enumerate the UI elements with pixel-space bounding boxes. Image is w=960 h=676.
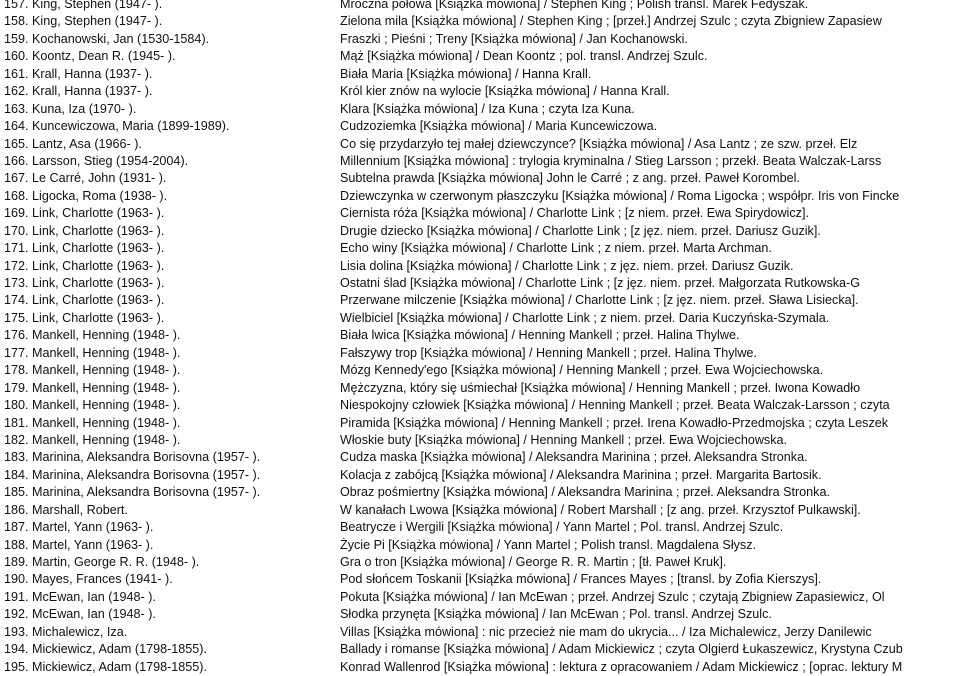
author-name: Mankell, Henning (1948- ). xyxy=(32,363,181,378)
title-cell: Villas [Książka mówiona] : nic przecież nie mam do ukrycia... / Iza Michalewicz, Jerzy Danilewic xyxy=(340,624,872,639)
author-cell xyxy=(0,170,340,187)
entry-number: 158. xyxy=(4,14,29,29)
author-cell xyxy=(0,240,340,257)
author-name: Mickiewicz, Adam (1798-1855). xyxy=(32,642,207,657)
author-name: Koontz, Dean R. (1945- ). xyxy=(32,49,176,64)
title-cell: Subtelna prawda [Książka mówiona] John le Carré ; z ang. przeł. Paweł Korombel. xyxy=(340,171,800,186)
list-item xyxy=(0,310,960,327)
author-cell xyxy=(0,519,340,536)
author-cell xyxy=(0,13,340,30)
author-name: Link, Charlotte (1963- ). xyxy=(32,223,165,238)
entry-number: 175. xyxy=(4,310,29,325)
list-item xyxy=(0,467,960,484)
list-item xyxy=(0,362,960,379)
author-name: Ligocka, Roma (1938- ). xyxy=(32,188,168,203)
entry-number: 174. xyxy=(4,293,29,308)
author-name: Martel, Yann (1963- ). xyxy=(32,520,154,535)
author-cell xyxy=(0,362,340,379)
author-name: Mayes, Frances (1941- ). xyxy=(32,572,173,587)
author-name: Link, Charlotte (1963- ). xyxy=(32,293,165,308)
entry-number: 179. xyxy=(4,380,29,395)
author-name: Link, Charlotte (1963- ). xyxy=(32,258,165,273)
list-item xyxy=(0,345,960,362)
list-item xyxy=(0,292,960,309)
author-name: Mankell, Henning (1948- ). xyxy=(32,415,181,430)
list-item xyxy=(0,48,960,65)
list-item xyxy=(0,31,960,48)
author-cell xyxy=(0,223,340,240)
author-name: Kuna, Iza (1970- ). xyxy=(32,101,137,116)
entry-number: 190. xyxy=(4,572,29,587)
entry-number: 157. xyxy=(4,0,29,11)
author-name: Lantz, Asa (1966- ). xyxy=(32,136,142,151)
entry-number: 180. xyxy=(4,398,29,413)
title-cell: Biała Maria [Książka mówiona] / Hanna Krall. xyxy=(340,66,592,81)
entry-number: 163. xyxy=(4,101,29,116)
list-item xyxy=(0,188,960,205)
author-cell xyxy=(0,659,340,676)
title-cell: W kanałach Lwowa [Książka mówiona] / Robert Marshall ; [z ang. przeł. Krzysztof Pulkawski]. xyxy=(340,502,861,517)
title-cell: Ostatni ślad [Książka mówiona] / Charlotte Link ; [z jęz. niem. przeł. Małgorzata Rutkowska-G xyxy=(340,276,861,290)
title-cell: Fraszki ; Pieśni ; Treny [Książka mówiona] / Jan Kochanowski. xyxy=(340,31,688,46)
list-item xyxy=(0,537,960,554)
author-name: Krall, Hanna (1937- ). xyxy=(32,84,153,99)
author-name: Marinina, Aleksandra Borisovna (1957- ). xyxy=(32,485,261,500)
author-name: Martel, Yann (1963- ). xyxy=(32,537,154,552)
title-cell: Zielona mila [Książka mówiona] / Stephen King ; [przeł.] Andrzej Szulc ; czyta Zbigniew Zapasiew xyxy=(340,14,882,29)
list-item xyxy=(0,170,960,187)
author-name: Krall, Hanna (1937- ). xyxy=(32,66,153,81)
list-item xyxy=(0,66,960,83)
title-cell: Kolacja z zabójcą [Książka mówiona] / Aleksandra Marinina ; przeł. Margarita Bartosik. xyxy=(340,467,822,482)
entry-number: 195. xyxy=(4,659,29,674)
author-cell xyxy=(0,571,340,588)
author-cell xyxy=(0,449,340,466)
title-cell: Cudza maska [Książka mówiona] / Aleksandra Marinina ; przeł. Aleksandra Stronka. xyxy=(340,450,808,465)
author-cell xyxy=(0,537,340,554)
author-cell xyxy=(0,554,340,571)
title-cell: Lisia dolina [Książka mówiona] / Charlotte Link ; z jęz. niem. przeł. Dariusz Guzik. xyxy=(340,258,794,273)
entry-number: 168. xyxy=(4,188,29,203)
author-cell xyxy=(0,310,340,327)
author-cell xyxy=(0,292,340,309)
entry-number: 169. xyxy=(4,206,29,221)
entry-number: 188. xyxy=(4,537,29,552)
author-cell xyxy=(0,415,340,432)
list-item xyxy=(0,415,960,432)
author-cell xyxy=(0,83,340,100)
author-cell xyxy=(0,467,340,484)
list-item xyxy=(0,240,960,257)
list-item xyxy=(0,554,960,571)
title-cell: Słodka przynęta [Książka mówiona] / Ian McEwan ; Pol. transl. Andrzej Szulc. xyxy=(340,607,772,622)
list-item xyxy=(0,502,960,519)
author-cell xyxy=(0,205,340,222)
list-item xyxy=(0,659,960,676)
author-name: Marshall, Robert. xyxy=(32,502,128,517)
author-name: Link, Charlotte (1963- ). xyxy=(32,276,165,290)
list-item xyxy=(0,432,960,449)
author-cell xyxy=(0,624,340,641)
list-item xyxy=(0,153,960,170)
list-item xyxy=(0,223,960,240)
list-item xyxy=(0,624,960,641)
entry-number: 189. xyxy=(4,555,29,569)
list-item xyxy=(0,449,960,466)
author-name: Michalewicz, Iza. xyxy=(32,624,128,639)
title-cell: Mózg Kennedy'ego [Książka mówiona] / Henning Mankell ; przeł. Ewa Wojciechowska. xyxy=(340,363,824,378)
author-cell xyxy=(0,66,340,83)
author-name: Link, Charlotte (1963- ). xyxy=(32,241,165,256)
entry-number: 183. xyxy=(4,450,29,465)
title-cell: Piramida [Książka mówiona] / Henning Mankell ; przeł. Irena Kowadło-Przedmojska ; czyta Leszek xyxy=(340,415,889,430)
entry-number: 186. xyxy=(4,502,29,517)
entry-number: 167. xyxy=(4,171,29,186)
title-cell: Mężczyzna, który się uśmiechał [Książka mówiona] / Henning Mankell ; przeł. Iwona Kowadło xyxy=(340,380,861,395)
author-name: Marinina, Aleksandra Borisovna (1957- ). xyxy=(32,450,261,465)
author-name: Link, Charlotte (1963- ). xyxy=(32,310,165,325)
entry-number: 170. xyxy=(4,223,29,238)
author-name: Kuncewiczowa, Maria (1899-1989). xyxy=(32,119,230,134)
list-item xyxy=(0,397,960,414)
entry-number: 159. xyxy=(4,31,29,46)
author-cell xyxy=(0,0,340,13)
title-cell: Wielbiciel [Książka mówiona] / Charlotte Link ; z niem. przeł. Daria Kuczyńska-Szymala. xyxy=(340,310,830,325)
entry-number: 172. xyxy=(4,258,29,273)
author-name: King, Stephen (1947- ). xyxy=(32,0,163,11)
title-cell: Dziewczynka w czerwonym płaszczyku [Książka mówiona] / Roma Ligocka ; współpr. Iris von Fincke xyxy=(340,188,900,203)
list-item xyxy=(0,606,960,623)
entry-number: 176. xyxy=(4,328,29,343)
author-cell xyxy=(0,258,340,275)
title-cell: Gra o tron [Książka mówiona] / George R. R. Martin ; [tł. Paweł Kruk]. xyxy=(340,555,727,569)
author-cell xyxy=(0,380,340,397)
entry-number: 178. xyxy=(4,363,29,378)
title-cell: Klara [Książka mówiona] / Iza Kuna ; czyta Iza Kuna. xyxy=(340,101,635,116)
author-cell xyxy=(0,101,340,118)
title-cell: Co się przydarzyło tej małej dziewczynce? [Książka mówiona] / Asa Lantz ; ze szw. przeł. Elz xyxy=(340,136,858,151)
author-cell xyxy=(0,118,340,135)
author-cell xyxy=(0,345,340,362)
entry-number: 193. xyxy=(4,624,29,639)
title-cell: Drugie dziecko [Książka mówiona] / Charlotte Link ; [z jęz. niem. przeł. Dariusz Guzik]. xyxy=(340,223,821,238)
author-name: Mankell, Henning (1948- ). xyxy=(32,398,181,413)
list-item xyxy=(0,205,960,222)
author-name: King, Stephen (1947- ). xyxy=(32,14,163,29)
entry-number: 184. xyxy=(4,467,29,482)
author-cell xyxy=(0,31,340,48)
title-cell: Król kier znów na wylocie [Książka mówiona] / Hanna Krall. xyxy=(340,84,670,99)
author-cell xyxy=(0,397,340,414)
list-item xyxy=(0,13,960,30)
author-name: McEwan, Ian (1948- ). xyxy=(32,607,156,622)
list-item xyxy=(0,589,960,606)
author-name: Marinina, Aleksandra Borisovna (1957- ). xyxy=(32,467,261,482)
author-name: Mankell, Henning (1948- ). xyxy=(32,380,181,395)
author-name: Mickiewicz, Adam (1798-1855). xyxy=(32,659,207,674)
entry-number: 185. xyxy=(4,485,29,500)
author-cell xyxy=(0,48,340,65)
entry-number: 187. xyxy=(4,520,29,535)
entry-number: 182. xyxy=(4,432,29,447)
title-cell: Niespokojny człowiek [Książka mówiona] / Henning Mankell ; przeł. Beata Walczak-Larsson ; czyta xyxy=(340,398,890,413)
author-cell xyxy=(0,136,340,153)
author-name: McEwan, Ian (1948- ). xyxy=(32,589,156,604)
title-cell: Echo winy [Książka mówiona] / Charlotte Link ; z niem. przeł. Marta Archman. xyxy=(340,241,772,256)
entry-number: 194. xyxy=(4,642,29,657)
author-cell xyxy=(0,188,340,205)
list-item xyxy=(0,101,960,118)
entry-number: 166. xyxy=(4,153,29,168)
author-cell xyxy=(0,502,340,519)
entry-number: 171. xyxy=(4,241,29,256)
entry-number: 192. xyxy=(4,607,29,622)
entry-number: 162. xyxy=(4,84,29,99)
title-cell: Obraz pośmiertny [Książka mówiona] / Aleksandra Marinina ; przeł. Aleksandra Stronka. xyxy=(340,485,830,500)
list-item xyxy=(0,275,960,292)
entry-number: 177. xyxy=(4,345,29,360)
title-cell: Włoskie buty [Książka mówiona] / Henning Mankell ; przeł. Ewa Wojciechowska. xyxy=(340,432,788,447)
author-cell xyxy=(0,484,340,501)
title-cell: Konrad Wallenrod [Książka mówiona] : lektura z opracowaniem / Adam Mickiewicz ; [oprac. lektury M xyxy=(340,659,903,674)
author-name: Larsson, Stieg (1954-2004). xyxy=(32,153,189,168)
list-item xyxy=(0,0,960,13)
author-cell xyxy=(0,327,340,344)
author-cell xyxy=(0,153,340,170)
list-item xyxy=(0,327,960,344)
title-cell: Mąż [Książka mówiona] / Dean Koontz ; pol. transl. Andrzej Szulc. xyxy=(340,49,708,64)
list-item xyxy=(0,118,960,135)
title-cell: Ciernista róża [Książka mówiona] / Charlotte Link ; [z niem. przeł. Ewa Spirydowicz]. xyxy=(340,206,809,221)
author-name: Mankell, Henning (1948- ). xyxy=(32,345,181,360)
title-cell: Biała lwica [Książka mówiona] / Henning Mankell ; przeł. Halina Thylwe. xyxy=(340,328,740,343)
author-name: Kochanowski, Jan (1530-1584). xyxy=(32,31,210,46)
list-item xyxy=(0,83,960,100)
title-cell: Życie Pi [Książka mówiona] / Yann Martel ; Polish transl. Magdalena Słysz. xyxy=(340,537,757,552)
title-cell: Pokuta [Książka mówiona] / Ian McEwan ; przeł. Andrzej Szulc ; czytają Zbigniew Zapasiewicz, Ol xyxy=(340,589,885,604)
entry-number: 164. xyxy=(4,119,29,134)
title-cell: Ballady i romanse [Książka mówiona] / Adam Mickiewicz ; czyta Olgierd Łukaszewicz, Krystyna Czub xyxy=(340,642,903,657)
title-cell: Millennium [Książka mówiona] : trylogia kryminalna / Stieg Larsson ; przekł. Beata Walczak-Larss xyxy=(340,153,882,168)
list-item xyxy=(0,519,960,536)
author-cell xyxy=(0,589,340,606)
list-item xyxy=(0,258,960,275)
title-cell: Przerwane milczenie [Książka mówiona] / Charlotte Link ; [z jęz. niem. przeł. Sława Lisiecka]. xyxy=(340,293,859,308)
author-name: Martin, George R. R. (1948- ). xyxy=(32,555,200,569)
list-item xyxy=(0,641,960,658)
author-name: Link, Charlotte (1963- ). xyxy=(32,206,165,221)
title-cell: Beatrycze i Wergili [Książka mówiona] / Yann Martel ; Pol. transl. Andrzej Szulc. xyxy=(340,520,784,535)
author-name: Mankell, Henning (1948- ). xyxy=(32,328,181,343)
author-cell xyxy=(0,606,340,623)
author-name: Mankell, Henning (1948- ). xyxy=(32,432,181,447)
entry-number: 161. xyxy=(4,66,29,81)
author-name: Le Carré, John (1931- ). xyxy=(32,171,167,186)
entry-number: 181. xyxy=(4,415,29,430)
list-item xyxy=(0,484,960,501)
author-cell xyxy=(0,432,340,449)
title-cell: Cudzoziemka [Książka mówiona] / Maria Kuncewiczowa. xyxy=(340,119,658,134)
title-cell: Fałszywy trop [Książka mówiona] / Henning Mankell ; przeł. Halina Thylwe. xyxy=(340,345,757,360)
entry-number: 165. xyxy=(4,136,29,151)
entry-number: 191. xyxy=(4,589,29,604)
list-item xyxy=(0,136,960,153)
entry-number: 173. xyxy=(4,276,29,290)
author-cell xyxy=(0,641,340,658)
author-cell xyxy=(0,275,340,292)
list-item xyxy=(0,380,960,397)
entry-number: 160. xyxy=(4,49,29,64)
title-cell: Pod słońcem Toskanii [Książka mówiona] / Frances Mayes ; [transl. by Zofia Kierszys]. xyxy=(340,572,822,587)
list-item xyxy=(0,571,960,588)
title-cell: Mroczna połowa [Książka mówiona] / Stephen King ; Polish transl. Marek Fedyszak. xyxy=(340,0,809,11)
